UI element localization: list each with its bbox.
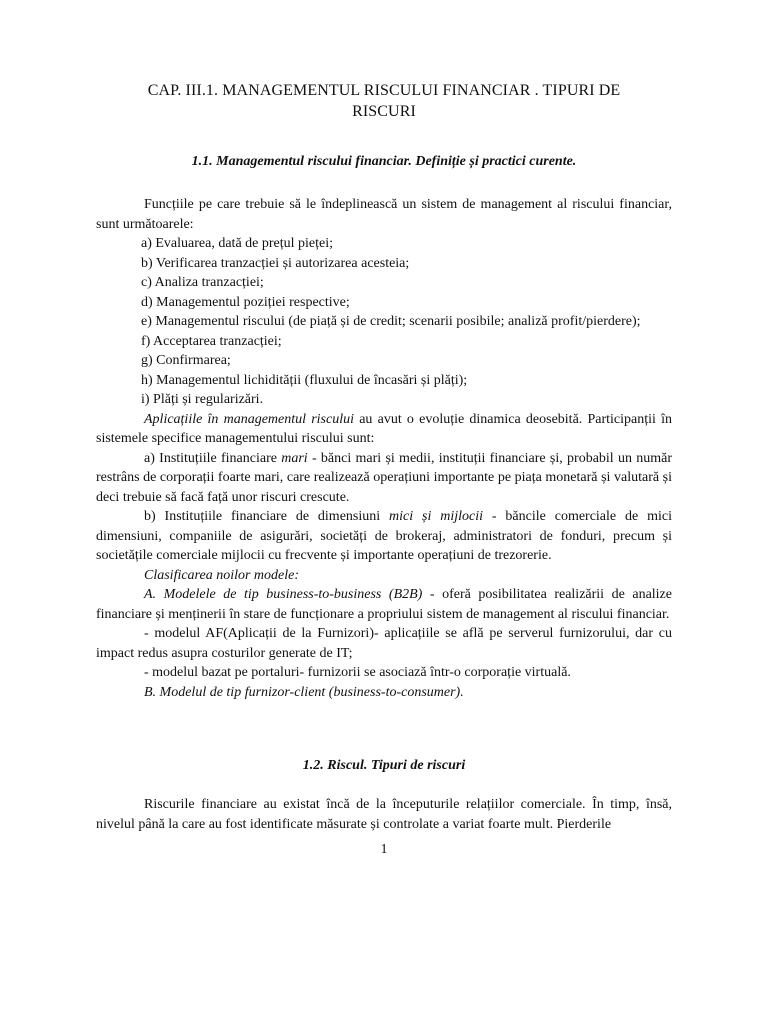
applications-rest: au avut o evoluție dinamica deosebită. Participanții în sistemele specifice managementului riscului sunt:: [96, 411, 672, 446]
list-item: b) Verificarea tranzacției și autorizarea acesteia;: [141, 255, 410, 271]
chapter-title-line1: CAP. III.1. MANAGEMENTUL RISCULUI FINANCIAR . TIPURI DE: [147, 82, 621, 99]
chapter-title: [96, 80, 672, 122]
list-item: f) Acceptarea tranzacției;: [141, 333, 282, 349]
model-a-paragraph: [96, 585, 672, 624]
model-a-italic: A. Modelele de tip business-to-business (B2B): [144, 587, 423, 602]
participant-b-prefix: b) Instituțiile financiare de dimensiuni: [144, 509, 390, 524]
section-heading-1-1: 1.1. Managementul riscului financiar. Definiție și practici curente.: [191, 154, 577, 169]
section-body-1-2: [96, 795, 672, 834]
model-af-paragraph: - modelul AF(Aplicații de la Furnizori)- aplicațiile se află pe serverul furnizorului, dar cu impact redus asupra costurilor generate de IT;: [96, 626, 672, 661]
list-item: d) Managementul poziției respective;: [141, 294, 350, 310]
list-item: e) Managementul riscului (de piață și de credit; scenarii posibile; analiză profit/pierdere);: [141, 314, 641, 329]
participant-a-prefix: a) Instituțiile financiare: [144, 450, 282, 466]
participant-a-rest: - bănci mari și medii, instituții financiare și, probabil un număr restrâns de corporații foarte mari, care realizează operațiuni importante pe piața monetară și valutară și deci trebuie să facă față unor riscuri crescute.: [96, 450, 673, 505]
applications-paragraph: [96, 410, 672, 449]
participant-b-rest: - băncile comerciale de mici dimensiuni, companiile de asigurări, societăți de brokeraj, administratori de fonduri, precum și societățile comerciale mijlocii cu frecvente și importante operațiuni de trezorerie.: [96, 509, 672, 563]
section-body-1-1: [96, 195, 672, 702]
page-number: 1: [380, 842, 388, 857]
list-item: c) Analiza tranzacției;: [141, 275, 264, 290]
functions-list: [96, 234, 672, 410]
functions-intro: Funcțiile pe care trebuie să le îndeplinească un sistem de management al riscului financiar, sunt următoarele:: [96, 197, 672, 232]
participant-a-italic: mari: [281, 450, 308, 466]
participant-a-paragraph: [96, 449, 672, 508]
participant-b-paragraph: [96, 507, 672, 566]
model-b-paragraph: B. Modelul de tip furnizor-client (business-to-consumer).: [144, 684, 464, 700]
section-heading-1-2: 1.2. Riscul. Tipuri de riscuri: [302, 758, 466, 773]
model-a-rest: - oferă posibilitatea realizării de analize financiare și menținerii în stare de funcționare a propriului sistem de management al riscului financiar.: [96, 587, 672, 622]
model-portal-paragraph: - modelul bazat pe portaluri- furnizorii se asociază într-o corporație virtuală.: [144, 665, 571, 680]
risks-paragraph: Riscurile financiare au existat încă de la începuturile relațiilor comerciale. În timp, însă, nivelul până la care au fost identificate măsurate și controlate a variat foarte mult. Pierderile: [96, 797, 672, 832]
list-item: i) Plăți și regularizări.: [141, 392, 264, 407]
list-item: a) Evaluarea, dată de prețul pieței;: [141, 236, 334, 251]
list-item: h) Managementul lichidității (fluxului de încasări și plăți);: [141, 372, 468, 388]
chapter-title-line2: RISCURI: [352, 103, 416, 120]
list-item: g) Confirmarea;: [141, 353, 231, 368]
participant-b-italic: mici și mijlocii: [389, 509, 483, 524]
classification-heading: Clasificarea noilor modele:: [144, 567, 300, 583]
applications-italic: Aplicațiile în managementul riscului: [144, 411, 355, 427]
